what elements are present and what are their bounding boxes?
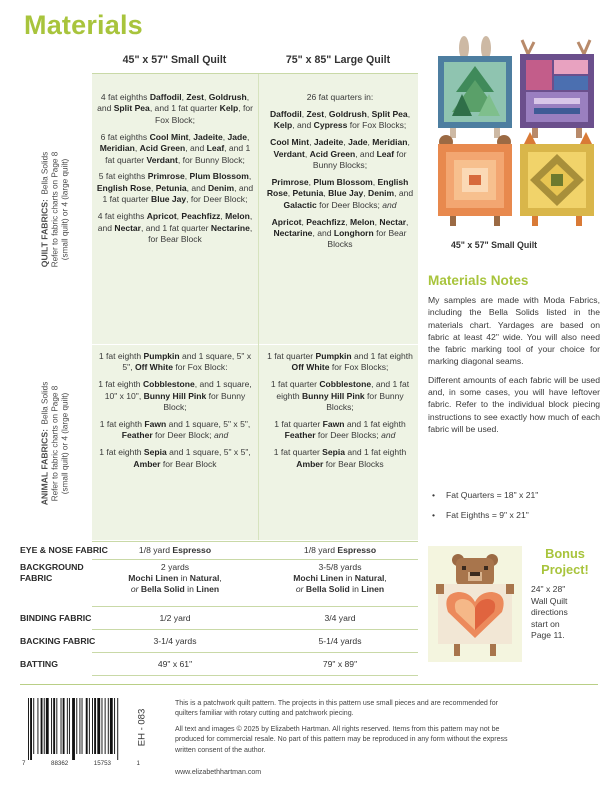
column-header-small-quilt: 45" x 57" Small Quilt xyxy=(122,54,227,66)
bullet-fat-quarters: • Fat Quarters = 18" x 21" xyxy=(432,490,539,500)
barcode-bar xyxy=(117,698,118,760)
barcode-bar xyxy=(102,698,103,754)
barcode-bar xyxy=(72,698,75,760)
barcode-bar xyxy=(114,698,115,754)
barcode-bar xyxy=(108,698,109,754)
barcode-bar xyxy=(94,698,96,754)
barcode-bar xyxy=(46,698,49,754)
footer-disclaimer: This is a patchwork quilt pattern. The projects in this pattern use small pieces and are recommended for quilters familiar with rotary cutting and patchwork piecing. xyxy=(175,700,499,718)
column-header-large-quilt: 75" x 85" Large Quilt xyxy=(285,54,391,66)
barcode-bar xyxy=(37,698,38,754)
quilt-fabrics-label: QUILT FABRICS: Bella Solids Refer to fabric charts on Page 8 (small quilt) or 4 (large quilt) xyxy=(39,151,70,267)
barcode-bar xyxy=(63,698,65,754)
barcode-bar xyxy=(105,698,106,754)
animal-fabrics-label: ANIMAL FABRICS: Bella Solids Refer to fabric charts on Page 8 (small quilt) or 4 (large quilt) xyxy=(39,381,70,505)
binding-small: 1/2 yard xyxy=(159,613,191,623)
barcode-bar xyxy=(51,698,52,754)
barcode-bar xyxy=(89,698,90,754)
barcode-bar xyxy=(44,698,45,754)
footer-rule xyxy=(20,684,598,685)
pattern-code: EH - 083 xyxy=(136,708,148,747)
eye-nose-large: 1/8 yard Espresso xyxy=(303,545,377,555)
bonus-title: Bonus Project! xyxy=(541,546,589,577)
barcode-bar xyxy=(82,698,83,754)
barcode-bar xyxy=(61,698,62,754)
bonus-text: 24" x 28" Wall Quilt directions start on Page 11. xyxy=(531,584,568,640)
deer-block-image xyxy=(520,40,594,138)
notes-title: Materials Notes xyxy=(428,273,529,288)
backing-label: BACKING FABRIC xyxy=(20,636,96,646)
row-rule xyxy=(92,652,418,653)
row-rule xyxy=(92,629,418,630)
notes-bullets xyxy=(432,490,538,530)
barcode-bar xyxy=(33,698,34,754)
batting-label: BATTING xyxy=(20,659,58,669)
page-title: Materials xyxy=(24,10,143,40)
row-rule xyxy=(92,606,418,607)
notes-paragraph: My samples are made with Moda Fabrics, including the Bella Solids listed in the materials chart. Yardages are based on fabric at least 42" wide. You will also need the fabric marking tool of your choice for marking diagonal seams. xyxy=(428,295,600,367)
barcode-bar xyxy=(79,698,80,754)
animal-fabrics-large: 1 fat quarter Pumpkin and 1 fat eighth Off White for Fox Blocks; 1 fat quarter Cobblestone, and 1 fat eighth Bunny Hill Pink for Bunny Blocks; 1 fat quarter Fawn and 1 fat eighth Feather for Deer Blocks; and 1 fat quarter Sepia and 1 fat eighth Amber for Bear Blocks xyxy=(267,351,413,469)
barcode-bar xyxy=(92,698,93,754)
barcode-bar xyxy=(56,698,57,754)
binding-large: 3/4 yard xyxy=(324,613,356,623)
eye-nose-small: 1/8 yard Espresso xyxy=(138,545,212,555)
quilt-fabrics-large: 26 fat quarters in: Daffodil, Zest, Goldrush, Split Pea, Kelp, and Cypress for Fox Blocks; Cool Mint, Jadeite, Jade, Meridian, Verdant, Acid Green, and Leaf for Bunny Blocks; Primrose, Plum Blossom, English Rose, Petunia, Blue Jay, Denim, and Galactic for Deer Blocks; and Apricot, Peachfizz, Melon, Nectar, Nectarine, and Longhorn for Bear Blocks xyxy=(266,92,414,250)
figure-caption: 45" x 57" Small Quilt xyxy=(451,240,538,250)
row-rule xyxy=(92,675,418,676)
barcode-bar xyxy=(97,698,100,754)
backing-small: 3-1/4 yards xyxy=(153,636,197,646)
barcode-bar xyxy=(67,698,68,754)
wall-quilt-bear-heart xyxy=(428,546,522,662)
batting-small: 49" x 61" xyxy=(157,659,193,669)
quilt-fabrics-small: 4 fat eighths Daffodil, Zest, Goldrush, and Split Pea, and 1 fat quarter Kelp, for Fox Block; 6 fat eighths Cool Mint, Jadeite, Jade, Meridian, Acid Green, and Leaf, and 1 fat quarter Verdant, for Bunny Block; 5 fat eighths Primrose, Plum Blossom, English Rose, Petunia, and Denim, and 1 fat quarter Blue Jay, for Deer Block; 4 fat eighths Apricot, Peachfizz, Melon, and Nectar, and 1 fat quarter Nectarine, for Bear Block xyxy=(96,92,254,244)
footer-website[interactable]: www.elizabethhartman.com xyxy=(175,769,262,776)
barcode-bar xyxy=(76,698,77,754)
eye-nose-label: EYE & NOSE FABRIC xyxy=(20,545,108,555)
upc-digits: 7 88362 15753 1 xyxy=(22,760,140,767)
barcode-bar xyxy=(86,698,88,754)
bonus-project-image xyxy=(428,546,522,662)
bunny-block-image xyxy=(438,36,512,138)
background-small: 2 yards Mochi Linen in Natural, or Bella Solid in Linen xyxy=(128,562,222,594)
footer-copyright: All text and images © 2025 by Elizabeth Hartman. All rights reserved. Items from this pattern may not be produced for commercial resale. No part of this pattern may be reproduced in any form without the express written consent of the author. xyxy=(175,726,508,754)
upc-barcode xyxy=(22,698,140,760)
barcode-bar xyxy=(69,698,70,754)
small-quilt-illustration xyxy=(434,36,602,230)
bear-block-image xyxy=(438,135,512,226)
notes-paragraph: Different amounts of each fabric will be used and, in some cases, you will have leftover fabric. Refer to the individual block piecing instructions to see exactly how much of each fabric will be used. xyxy=(428,374,600,434)
row-rule xyxy=(92,559,418,560)
backing-large: 5-1/4 yards xyxy=(318,636,362,646)
barcode-bar xyxy=(30,698,32,760)
row-rule xyxy=(92,541,418,542)
barcode-bar xyxy=(28,698,29,760)
background-large: 3-5/8 yards Mochi Linen in Natural, or Bella Solid in Linen xyxy=(293,562,387,594)
barcode-bar xyxy=(110,698,113,754)
column-divider xyxy=(258,74,259,540)
animal-fabrics-small: 1 fat eighth Pumpkin and 1 square, 5" x 5", Off White for Fox Block: 1 fat eighth Cobblestone, and 1 square, 10" x 10", Bunny Hill Pink for Bunny Block; 1 fat eighth Fawn and 1 square, 5" x 5", Feather for Deer Block; and 1 fat eighth Sepia and 1 square, 5" x 5", Amber for Bear Block xyxy=(98,351,252,469)
bullet-fat-eighths: • Fat Eighths = 9" x 21" xyxy=(432,510,529,520)
binding-label: BINDING FABRIC xyxy=(20,613,92,623)
barcode-bar xyxy=(53,698,55,754)
background-label: BACKGROUND FABRIC xyxy=(20,562,84,583)
batting-large: 79" x 89" xyxy=(322,659,358,669)
barcode-bar xyxy=(41,698,43,754)
fox-block-image xyxy=(520,132,594,226)
notes-body xyxy=(428,294,600,441)
